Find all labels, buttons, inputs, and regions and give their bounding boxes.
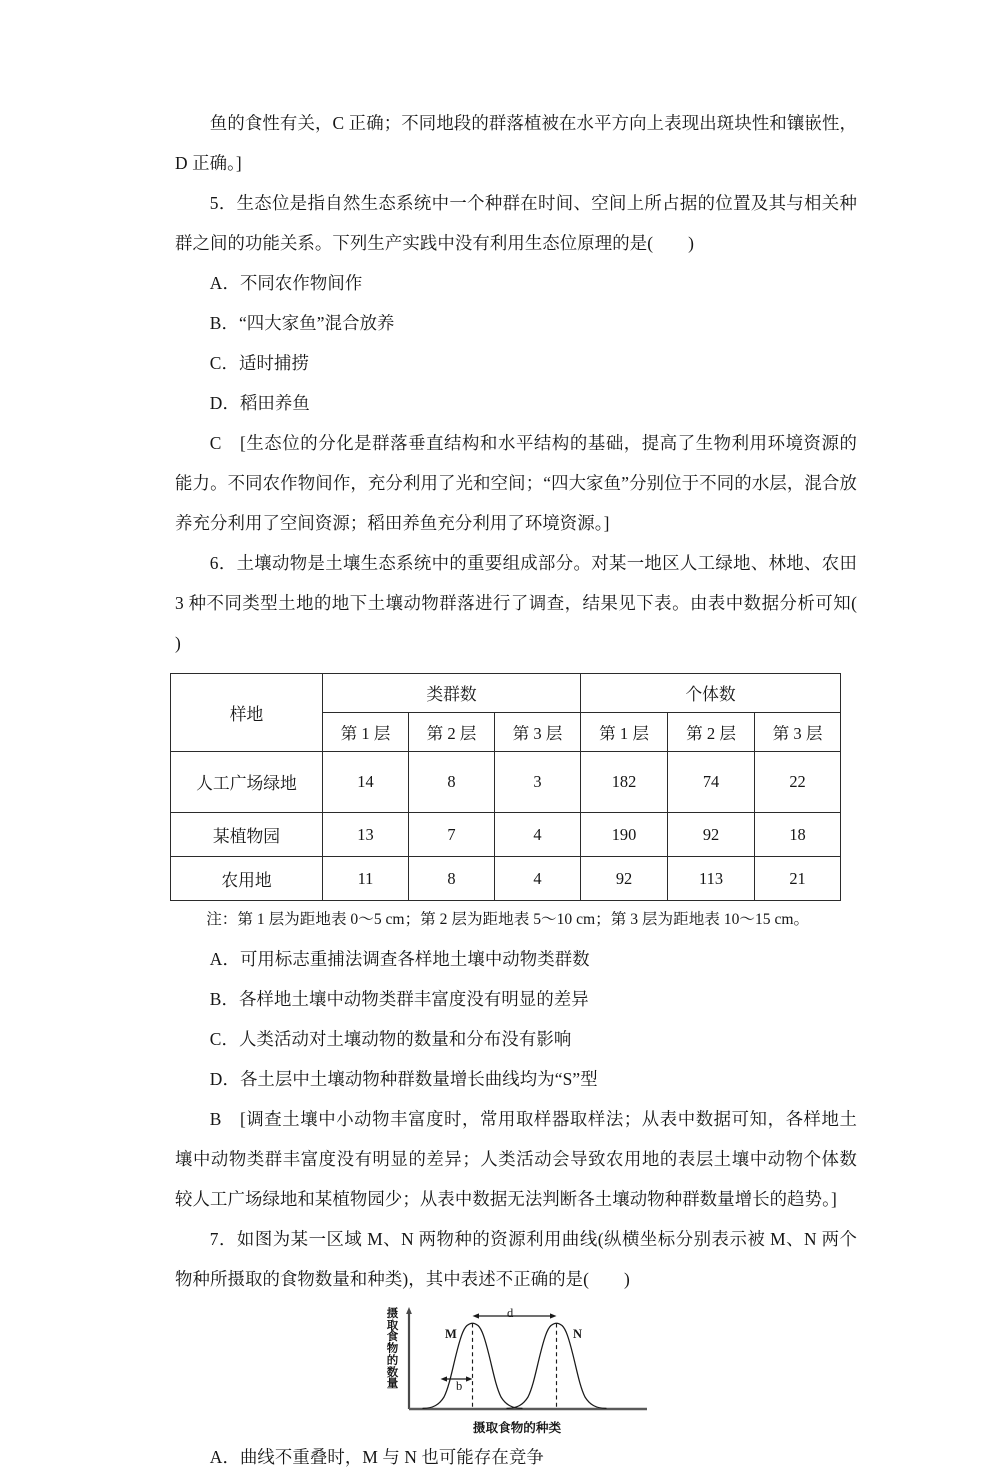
soil-animal-survey-table-wrapper [170, 673, 840, 901]
table-header-layer-1-individuals: 第 1 层 [581, 713, 668, 752]
table-cell-value: 190 [581, 813, 668, 857]
option-q6-b: B．各样地土壤中动物类群丰富度没有明显的差异 [209, 989, 589, 1009]
table-header-layer-1-groups: 第 1 层 [323, 713, 409, 752]
figure-curve-label-n: N [573, 1327, 583, 1341]
table-cell-value: 4 [495, 813, 581, 857]
option-q6-c: C．人类活动对土壤动物的数量和分布没有影响 [209, 1029, 572, 1049]
figure-inner [377, 1305, 649, 1437]
figure-curve-label-m: M [445, 1327, 457, 1341]
figure-x-axis-label: 摄取食物的种类 [472, 1421, 562, 1435]
y-axis-char: 量 [386, 1378, 399, 1391]
answer-explanation-q5: C [生态位的分化是群落垂直结构和水平结构的基础，提高了生物利用环境资源的能力。不同农作物间作，充分利用了光和空间；“四大家鱼”分别位于不同的水层，混合放养充分利用了空间资源；稻田养鱼充分利用了环境资源。] [175, 433, 857, 533]
table-row [171, 752, 841, 813]
table-cell-value: 18 [755, 813, 841, 857]
option-q6-a: A．可用标志重捕法调查各样地土壤中动物类群数 [209, 949, 590, 969]
table-cell-value: 182 [581, 752, 668, 813]
paragraph-question-6: 6．土壤动物是土壤生态系统中的重要组成部分。对某一地区人工绿地、林地、农田 3 种不同类型土地的地下土壤动物群落进行了调查，结果见下表。由表中数据分析可知( ) [175, 553, 892, 653]
table-cell-value: 4 [495, 857, 581, 901]
y-axis-char: 的 [386, 1354, 399, 1367]
page-content [175, 103, 892, 1477]
figure-plot [399, 1305, 649, 1423]
option-q7-a: A．曲线不重叠时，M 与 N 也可能存在竞争 [209, 1447, 544, 1467]
figure-annotation-b: b [456, 1379, 463, 1393]
table-cell-value: 14 [323, 752, 409, 813]
table-cell-value: 21 [755, 857, 841, 901]
y-axis-char: 物 [386, 1343, 399, 1356]
table-cell-value: 8 [409, 752, 495, 813]
table-cell-value: 13 [323, 813, 409, 857]
table-header-group-count: 类群数 [323, 674, 581, 713]
y-axis-char: 摄 [386, 1308, 399, 1320]
answer-explanation-q6: B [调查土壤中小动物丰富度时，常用取样器取样法；从表中数据可知，各样地土壤中动物类群丰富度没有明显的差异；人类活动会导致农用地的表层土壤中动物个体数较人工广场绿地和某植物园少；从表中数据无法判断各土壤动物种群数量增长的趋势。] [175, 1109, 857, 1209]
table-row [171, 813, 841, 857]
table-header-sample: 样地 [171, 674, 323, 752]
table-cell-value: 22 [755, 752, 841, 813]
table-header-row-groups [171, 674, 841, 713]
y-axis-char: 食 [386, 1331, 399, 1344]
table-cell-value: 74 [668, 752, 755, 813]
table-cell-value: 7 [409, 813, 495, 857]
table-cell-value: 92 [668, 813, 755, 857]
paragraph-explanation-q4-continued: 鱼的食性有关，C 正确；不同地段的群落植被在水平方向上表现出斑块性和镶嵌性，D 正确。] [175, 113, 857, 173]
resource-utilization-figure [175, 1305, 857, 1437]
table-cell-value: 113 [668, 857, 755, 901]
table-cell-site: 农用地 [171, 857, 323, 901]
option-q5-a: A．不同农作物间作 [209, 273, 363, 293]
table-note: 注：第 1 层为距地表 0～5 cm；第 2 层为距地表 5～10 cm；第 3 层为距地表 10～15 cm。 [206, 911, 810, 928]
table-header-layer-3-groups: 第 3 层 [495, 713, 581, 752]
option-q5-c: C．适时捕捞 [209, 353, 309, 373]
option-q5-d: D．稻田养鱼 [209, 393, 310, 413]
table-cell-value: 8 [409, 857, 495, 901]
table-header-layer-2-groups: 第 2 层 [409, 713, 495, 752]
table-header-individual-count: 个体数 [581, 674, 841, 713]
paragraph-question-7: 7．如图为某一区域 M、N 两物种的资源利用曲线(纵横坐标分别表示被 M、N 两个物种所摄取的食物数量和种类)，其中表述不正确的是( ) [175, 1229, 857, 1289]
table-header-layer-2-individuals: 第 2 层 [668, 713, 755, 752]
table-cell-value: 3 [495, 752, 581, 813]
table-cell-site: 某植物园 [171, 813, 323, 857]
paragraph-question-5: 5．生态位是指自然生态系统中一个种群在时间、空间上所占据的位置及其与相关种群之间的功能关系。下列生产实践中没有利用生态位原理的是( ) [175, 193, 857, 253]
option-q6-d: D．各土层中土壤动物种群数量增长曲线均为“S”型 [209, 1069, 598, 1089]
option-q5-b: B．“四大家鱼”混合放养 [209, 313, 395, 333]
table-cell-value: 92 [581, 857, 668, 901]
figure-y-axis-label [385, 1309, 400, 1391]
soil-animal-survey-table [170, 673, 841, 901]
y-axis-char: 数 [386, 1366, 399, 1379]
y-axis-char: 取 [386, 1319, 399, 1332]
figure-annotation-d: d [507, 1306, 514, 1320]
table-row [171, 857, 841, 901]
table-cell-site: 人工广场绿地 [171, 752, 323, 813]
table-cell-value: 11 [323, 857, 409, 901]
table-header-layer-3-individuals: 第 3 层 [755, 713, 841, 752]
